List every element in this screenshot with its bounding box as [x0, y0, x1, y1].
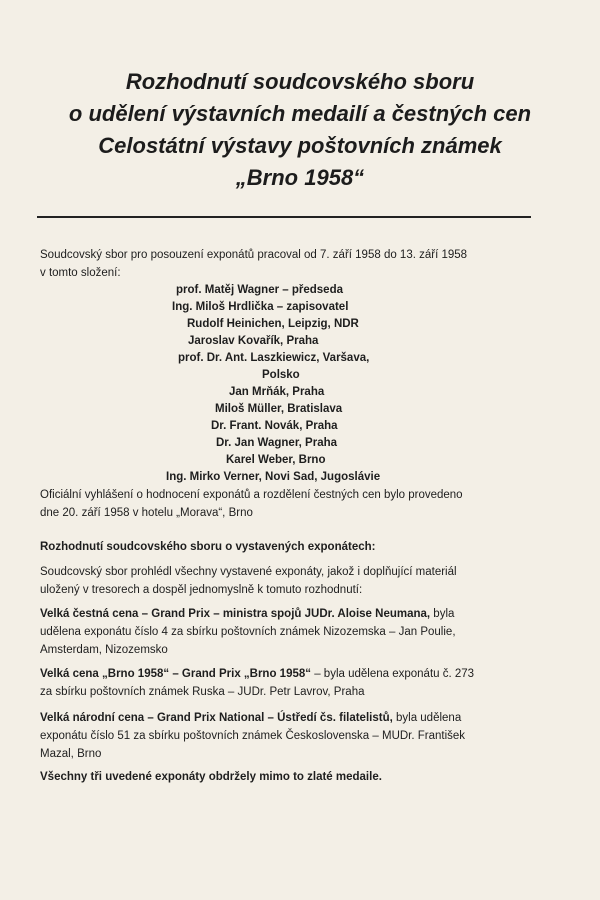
announcement-line-2: dne 20. září 1958 v hotelu „Morava“, Brno — [40, 507, 253, 519]
committee-member: prof. Matěj Wagner – předseda — [176, 284, 343, 296]
award-national-line-2: exponátu číslo 51 za sbírku poštovních známek Československa – MUDr. František — [40, 730, 466, 742]
title-line-4: „Brno 1958“ — [235, 165, 365, 190]
title-line-2: o udělení výstavních medailí a čestných cen — [68, 101, 532, 126]
decision-heading: Rozhodnutí soudcovského sboru o vystavených exponátech: — [40, 541, 376, 553]
title-line-1: Rozhodnutí soudcovského sboru — [125, 69, 475, 94]
award-grand-prix-title: Velká čestná cena – Grand Prix – ministra spojů JUDr. Aloise Neumana, — [40, 608, 431, 620]
committee-member: Jan Mrňák, Praha — [229, 386, 325, 398]
committee-member: Polsko — [262, 369, 300, 381]
intro-paragraph — [40, 246, 540, 282]
committee-member: Rudolf Heinichen, Leipzig, NDR — [187, 318, 359, 330]
award-national-line-3: Mazal, Brno — [40, 748, 102, 760]
decision-intro-line-1: Soudcovský sbor prohlédl všechny vystavené exponáty, jakož i doplňující materiál — [40, 566, 457, 578]
award-grand-prix-paragraph — [40, 605, 540, 659]
intro-line-2: v tomto složení: — [40, 267, 121, 279]
title-line-3: Celostátní výstavy poštovních známek — [98, 133, 502, 158]
award-national-text: byla udělena — [392, 712, 462, 724]
title-divider — [37, 216, 531, 218]
decision-intro-line-2: uložený v tresorech a dospěl jednomyslně k tomuto rozhodnutí: — [40, 584, 363, 596]
announcement-line-1: Oficiální vyhlášení o hodnocení exponátů a rozdělení čestných cen bylo provedeno — [40, 489, 463, 501]
committee-member: prof. Dr. Ant. Laszkiewicz, Varšava, — [178, 352, 370, 364]
committee-member: Miloš Müller, Bratislava — [215, 403, 343, 415]
award-brno-title: Velká cena „Brno 1958“ – Grand Prix „Brno 1958“ — [40, 668, 312, 680]
document-title — [30, 66, 570, 194]
award-national-title: Velká národní cena – Grand Prix National – Ústředí čs. filatelistů, — [40, 712, 393, 724]
decision-intro-paragraph — [40, 563, 540, 599]
award-national-paragraph — [40, 709, 540, 763]
announcement-paragraph — [40, 486, 540, 522]
committee-member: Dr. Frant. Novák, Praha — [211, 420, 338, 432]
award-brno-line-2: za sbírku poštovních známek Ruska – JUDr. Petr Lavrov, Praha — [40, 686, 365, 698]
committee-member: Karel Weber, Brno — [226, 454, 326, 466]
award-grand-prix-text: byla — [430, 608, 455, 620]
award-grand-prix-line-3: Amsterdam, Nizozemsko — [40, 644, 168, 656]
committee-list — [160, 282, 460, 486]
committee-member: Ing. Miloš Hrdlička – zapisovatel — [172, 301, 349, 313]
committee-member: Dr. Jan Wagner, Praha — [216, 437, 338, 449]
intro-line-1: Soudcovský sbor pro posouzení exponátů pracoval od 7. září 1958 do 13. září 1958 — [40, 249, 468, 261]
award-grand-prix-line-2: udělena exponátu číslo 4 za sbírku poštovních známek Nizozemska – Jan Poulie, — [40, 626, 456, 638]
closing-statement: Všechny tři uvedené exponáty obdržely mimo to zlaté medaile. — [40, 771, 382, 783]
committee-member: Ing. Mirko Verner, Novi Sad, Jugoslávie — [166, 471, 381, 483]
committee-member: Jaroslav Kovařík, Praha — [188, 335, 319, 347]
award-brno-text: – byla udělena exponátu č. 273 — [311, 668, 475, 680]
award-brno-paragraph — [40, 665, 540, 701]
